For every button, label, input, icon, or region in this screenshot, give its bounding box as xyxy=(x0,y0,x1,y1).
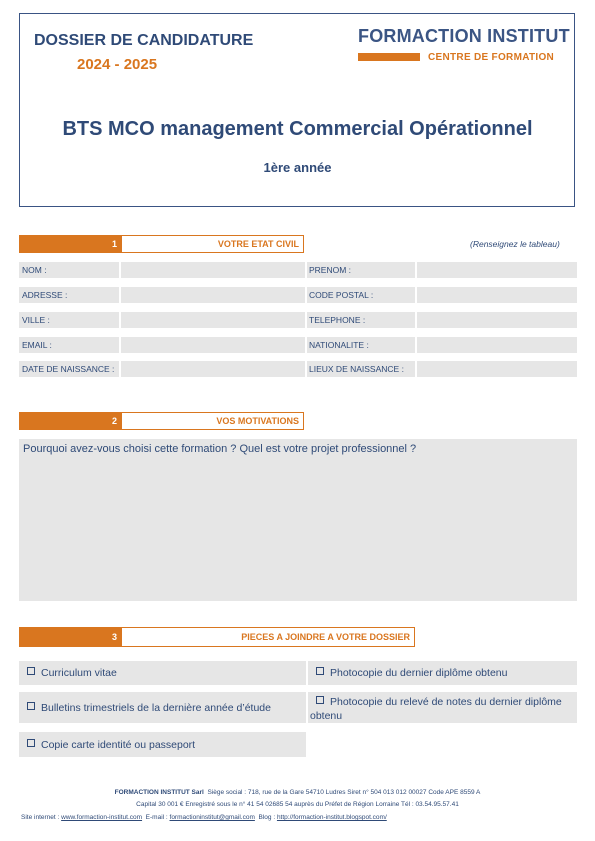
section-1-number: 1 xyxy=(19,235,121,253)
civil-row-ville xyxy=(19,312,577,328)
section-3-number: 3 xyxy=(19,627,121,647)
footer-company: FORMACTION INSTITUT Sarl xyxy=(114,789,204,796)
code-postal-field[interactable] xyxy=(417,287,577,303)
prenom-label: PRENOM : xyxy=(309,265,352,275)
footer-line-3 xyxy=(21,814,581,821)
section-2-number: 2 xyxy=(19,412,121,430)
footer-line-2: Capital 30 001 € Enregistré sous le n° 41 54 02685 54 auprès du Préfet de Région Lorraine Tél : 03.54.95.57.41 xyxy=(136,801,459,808)
checkbox-icon[interactable] xyxy=(27,667,35,675)
prenom-field[interactable] xyxy=(417,262,577,278)
email-field[interactable] xyxy=(121,337,305,353)
piece-bulletins-label: Bulletins trimestriels de la dernière année d’étude xyxy=(41,702,271,714)
lieu-naissance-field[interactable] xyxy=(417,361,577,377)
section-2-title: VOS MOTIVATIONS xyxy=(121,412,304,430)
piece-releve[interactable] xyxy=(308,692,577,723)
program-year: 1ère année xyxy=(263,160,332,175)
footer-site-link[interactable]: www.formaction-institut.com xyxy=(61,814,143,821)
fill-hint: (Renseignez le tableau) xyxy=(470,239,560,249)
footer-line-1 xyxy=(0,789,595,796)
section-3-title: PIECES A JOINDRE A VOTRE DOSSIER xyxy=(121,627,415,647)
motivation-question: Pourquoi avez-vous choisi cette formation ? Quel est votre projet professionnel ? xyxy=(23,443,417,455)
program-title: BTS MCO management Commercial Opérationnel xyxy=(62,118,533,140)
email-label: EMAIL : xyxy=(22,340,52,350)
telephone-field[interactable] xyxy=(417,312,577,328)
piece-identite-label: Copie carte identité ou passeport xyxy=(41,739,196,751)
footer-email-label: E-mail : xyxy=(145,814,168,821)
footer-address: Siège social : 718, rue de la Gare 54710 Ludres Siret n° 504 013 012 00027 Code APE 8559 A xyxy=(207,789,481,796)
telephone-label: TELEPHONE : xyxy=(309,315,366,325)
motivation-textarea[interactable] xyxy=(19,439,577,601)
logo-bar xyxy=(358,53,420,61)
date-naissance-label: DATE DE NAISSANCE : xyxy=(22,364,115,374)
checkbox-icon[interactable] xyxy=(316,696,324,704)
piece-cv[interactable] xyxy=(19,661,306,685)
nationalite-field[interactable] xyxy=(417,337,577,353)
lieu-naissance-label: LIEUX DE NAISSANCE : xyxy=(309,364,404,374)
footer-blog-link[interactable]: http://formaction-institut.blogspot.com/ xyxy=(276,814,387,821)
civil-row-adresse xyxy=(19,287,577,303)
footer-blog-label: Blog : xyxy=(258,814,276,821)
nom-field[interactable] xyxy=(121,262,305,278)
piece-releve-label: Photocopie du relevé de notes du dernier diplôme obtenu xyxy=(310,696,562,722)
piece-identite[interactable] xyxy=(19,732,306,757)
adresse-label: ADRESSE : xyxy=(22,290,68,300)
checkbox-icon[interactable] xyxy=(27,739,35,747)
dossier-title: DOSSIER DE CANDIDATURE xyxy=(34,32,254,49)
section-1-title: VOTRE ETAT CIVIL xyxy=(121,235,304,253)
logo-subtitle: CENTRE DE FORMATION xyxy=(428,52,555,63)
piece-cv-label: Curriculum vitae xyxy=(41,667,117,679)
piece-diplome[interactable] xyxy=(308,661,577,685)
logo-name: FORMACTION INSTITUT xyxy=(358,26,570,46)
nationalite-label: NATIONALITE : xyxy=(309,340,369,350)
dossier-year: 2024 - 2025 xyxy=(77,56,158,73)
piece-diplome-label: Photocopie du dernier diplôme obtenu xyxy=(330,667,508,679)
checkbox-icon[interactable] xyxy=(316,667,324,675)
code-postal-label: CODE POSTAL : xyxy=(309,290,374,300)
adresse-field[interactable] xyxy=(121,287,305,303)
piece-bulletins[interactable] xyxy=(19,692,306,723)
nom-label: NOM : xyxy=(22,265,47,275)
footer-email-link[interactable]: formactioninstitut@gmail.com xyxy=(169,814,255,821)
civil-row-nom xyxy=(19,262,577,278)
civil-row-email xyxy=(19,337,577,353)
civil-row-naissance xyxy=(19,361,577,377)
ville-field[interactable] xyxy=(121,312,305,328)
checkbox-icon[interactable] xyxy=(27,702,35,710)
footer-site-label: Site internet : xyxy=(21,814,60,821)
date-naissance-field[interactable] xyxy=(121,361,305,377)
ville-label: VILLE : xyxy=(22,315,50,325)
